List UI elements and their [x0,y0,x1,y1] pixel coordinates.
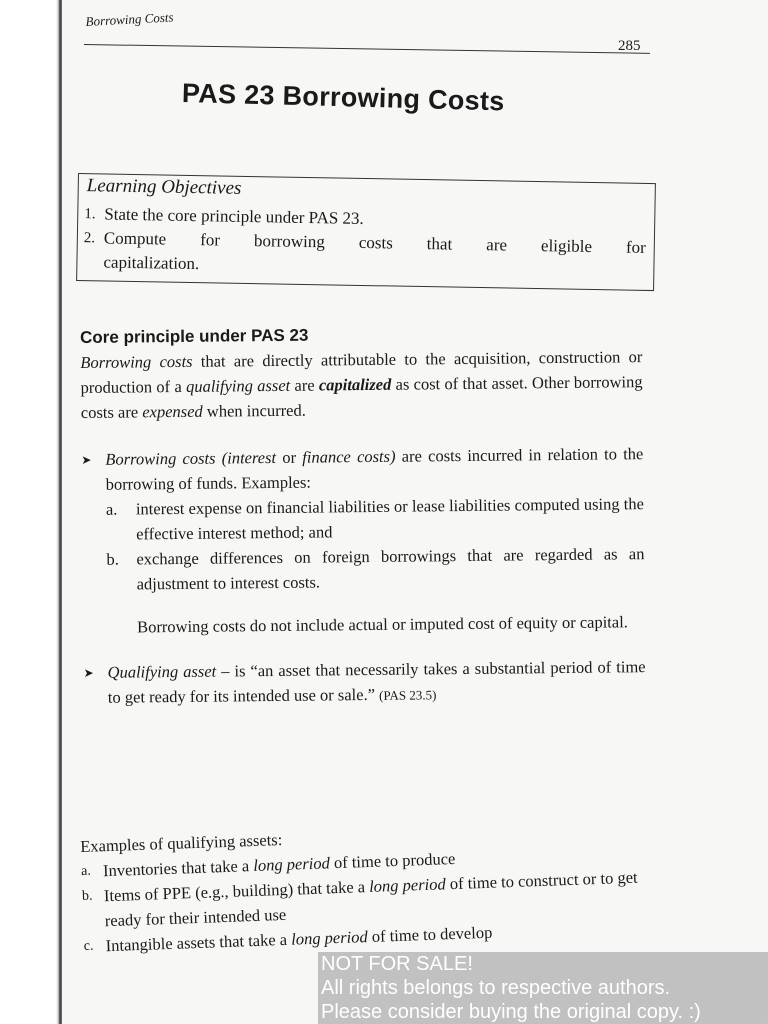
list-letter: c. [83,938,94,954]
header-rule [84,44,650,54]
example-text: Intangible assets that take a long period of time to develop [105,922,493,956]
core-principle-section [80,322,646,711]
objectives-list [83,202,646,284]
list-item-text: exchange differences on foreign borrowings that are regarded as an adjustment to interest costs. [136,544,645,594]
watermark-line: NOT FOR SALE! [321,953,473,975]
list-item [106,541,644,597]
objective-text-continued: capitalization. [103,252,200,274]
section-heading: Core principle under PAS 23 [79,325,309,348]
watermark-line: All rights belongs to respective authors. [321,977,671,999]
objective-text: State the core principle under PAS 23. [104,204,364,228]
watermark-line: Please consider buying the original copy. :) [321,1001,701,1023]
borrowing-costs-bullet [81,441,643,497]
example-text: Items of PPE (e.g., building) that take a long period of time to construct or to get ready for their intended use [103,867,638,931]
list-letter: b. [106,549,119,569]
bullet-text: Borrowing costs (interest or finance costs) are costs incurred in relation to the borrowing of funds. Examples: [105,444,644,494]
learning-objectives-box [76,173,656,291]
list-item-text: interest expense on financial liabilities or lease liabilities computed using the effective interest method; and [135,494,644,544]
list-letter: a. [105,499,118,519]
core-principle-paragraph: Borrowing costs that are directly attributable to the acquisition, construction or production of a qualifying asset are capitalized as cost of that asset. Other borrowing costs are expensed when incurred. [80,347,643,423]
running-header-title: Borrowing Costs [85,9,174,30]
list-item [106,491,644,547]
learning-objectives-heading: Learning Objectives [86,175,242,199]
exclusion-paragraph: Borrowing costs do not include actual or imputed cost of equity or capital. [137,612,628,637]
objective-text: Compute for borrowing costs that are eligible for [103,228,646,257]
list-letter: b. [81,888,93,904]
watermark-overlay [318,952,768,1024]
arrowhead-bullet-icon: ➤ [83,665,94,680]
book-page [62,0,768,1024]
bullet-text: Qualifying asset – is “an asset that necessarily takes a substantial period of time to get ready for its intended use or sale.” (PAS 23.5) [107,657,646,707]
arrowhead-bullet-icon: ➤ [81,452,92,468]
book-spine-shadow [0,0,62,1024]
example-text: Inventories that take a long period of time to produce [102,848,456,881]
chapter-title: PAS 23 Borrowing Costs [181,78,505,117]
examples-heading: Examples of qualifying assets: [79,829,283,857]
objective-number: 2. [83,230,96,247]
objective-number: 1. [84,206,96,223]
list-letter: a. [80,863,92,880]
qualifying-asset-bullet [83,654,646,711]
page-number: 285 [618,38,641,54]
examples-section [80,814,646,959]
